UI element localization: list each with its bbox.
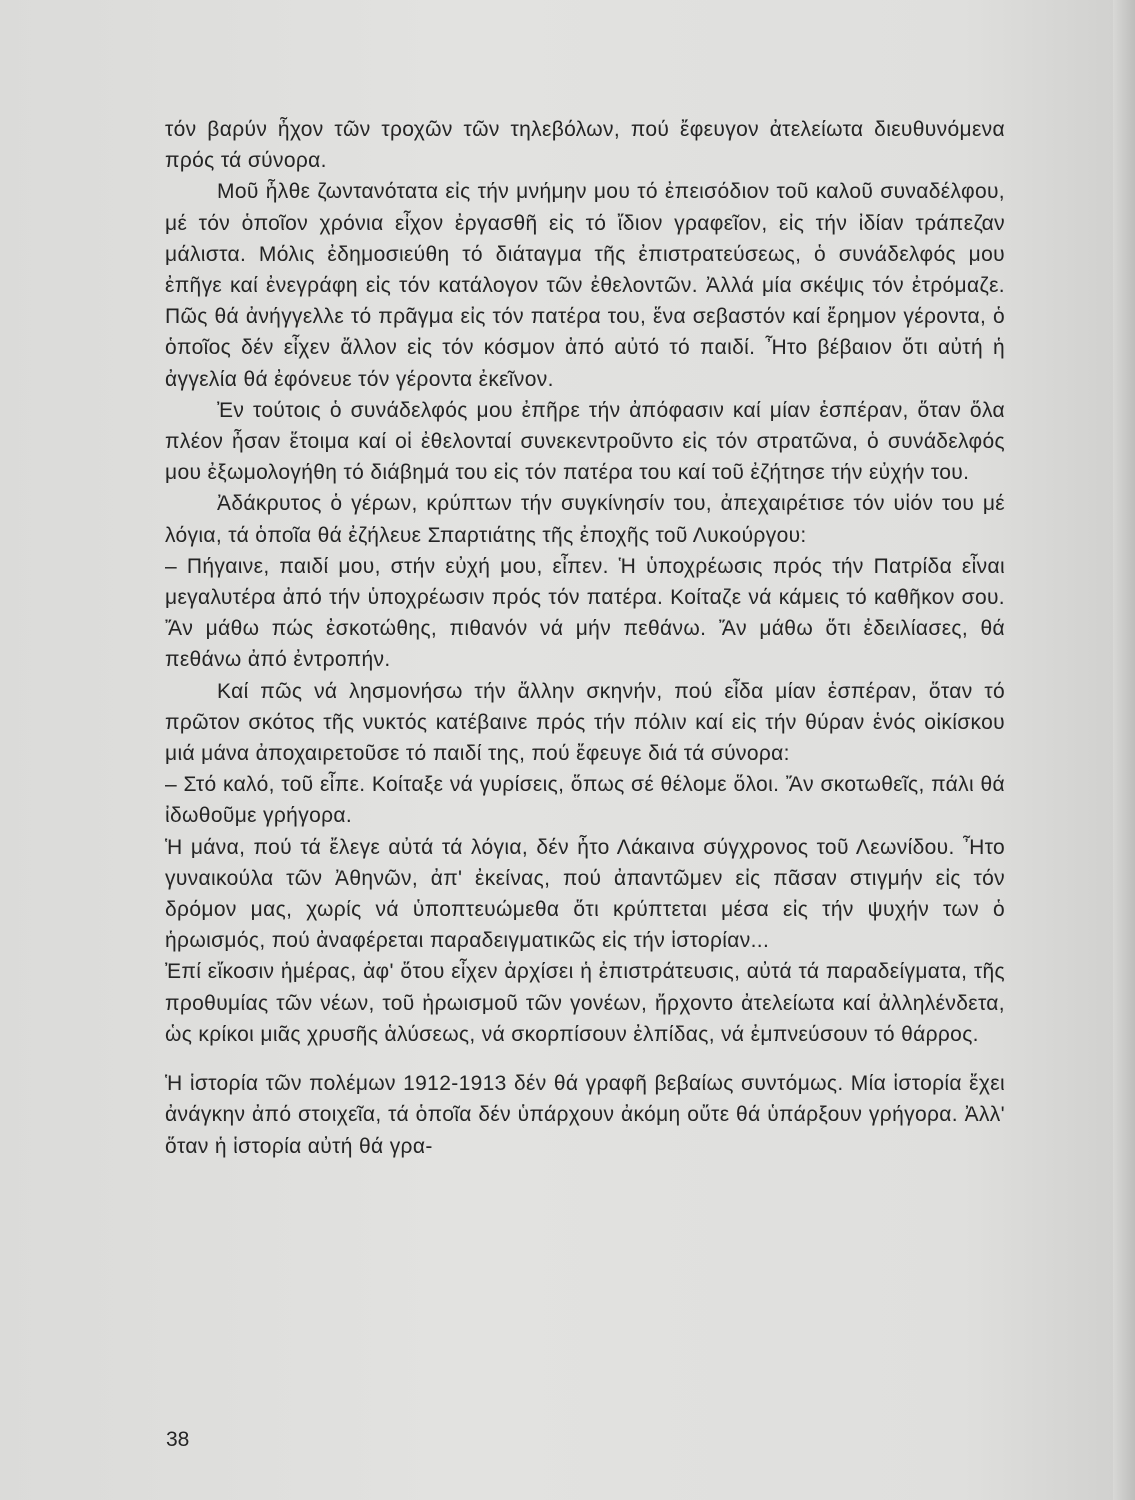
paragraph-8: Ἡ μάνα, πού τά ἔλεγε αὐτά τά λόγια, δέν ἦτο Λάκαινα σύγχρονος τοῦ Λεωνίδου. Ἦτο γυναικούλα τῶν Ἀθηνῶν, ἀπ' ἐκείνας, πού ἀπαντῶμεν εἰς πᾶσαν στιγμήν εἰς τόν δρόμον μας, χωρίς νά ὑποπτευώμεθα ὅτι κρύπτεται μέσα εἰς τήν ψυχήν των ὁ ἡρωισμός, πού ἀναφέρεται παραδειγματικῶς εἰς τήν ἱστορίαν... — [165, 835, 1005, 953]
dialogue-mother: – Στό καλό, τοῦ εἶπε. Κοίταξε νά γυρίσεις, ὅπως σέ θέλομε ὅλοι. Ἄν σκοτωθεῖς, πάλι θά ἰδωθοῦμε γρήγορα. — [165, 773, 1005, 828]
paragraph-1: τόν βαρύν ἦχον τῶν τροχῶν τῶν τηλεβόλων, πού ἔφευγον ἀτελείωτα διευθυνόμενα πρός τά σύνορα. — [165, 118, 1005, 173]
paragraph-4: Ἀδάκρυτος ὁ γέρων, κρύπτων τήν συγκίνησίν του, ἀπεχαιρέτισε τόν υἱόν του μέ λόγια, τά ὁποῖα θά ἐζήλευε Σπαρτιάτης τῆς ἐποχῆς τοῦ Λυκούργου: — [165, 492, 1005, 547]
paragraph-10: Ἡ ἱστορία τῶν πολέμων 1912-1913 δέν θά γραφῆ βεβαίως συντόμως. Μία ἱστορία ἔχει ἀνάγκην ἀπό στοιχεῖα, τά ὁποῖα δέν ὑπάρχουν ἀκόμη οὔτε θά ὑπάρξουν γρήγορα. Ἀλλ' ὅταν ἡ ἱστορία αὐτή θά γρα- — [165, 1072, 1005, 1158]
page-edge-shadow — [1113, 0, 1135, 1500]
paragraph-3: Ἐν τούτοις ὁ συνάδελφός μου ἐπῆρε τήν ἀπόφασιν καί μίαν ἑσπέραν, ὅταν ὅλα πλέον ἦσαν ἕτοιμα καί οἱ ἐθελονταί συνεκεντροῦντο εἰς τόν στρατῶνα, ὁ συνάδελφός μου ἐξωμολογήθη τό διάβημά του εἰς τόν πατέρα του καί τοῦ ἐζήτησε τήν εὐχήν του. — [165, 398, 1005, 485]
dialogue-father: – Πήγαινε, παιδί μου, στήν εὐχή μου, εἶπεν. Ἡ ὑποχρέωσις πρός τήν Πατρίδα εἶναι μεγαλυτέρα ἀπό τήν ὑποχρέωσιν πρός τόν πατέρα. Κοίταζε νά κάμεις τό καθῆκον σου. Ἄν μάθω πώς ἐσκοτώθης, πιθανόν νά μήν πεθάνω. Ἄν μάθω ὅτι ἐδειλίασες, θά πεθάνω ἀπό ἐντροπήν. — [165, 554, 1005, 672]
paragraph-9: Ἐπί εἴκοσιν ἡμέρας, ἀφ' ὅτου εἶχεν ἀρχίσει ἡ ἐπιστράτευσις, αὐτά τά παραδείγματα, τῆς προθυμίας τῶν νέων, τοῦ ἡρωισμοῦ τῶν γονέων, ἤρχοντο ἀτελείωτα καί ἀλληλένδετα, ὡς κρίκοι μιᾶς χρυσῆς ἁλύσεως, νά σκορπίσουν ἐλπίδας, νά ἐμπνεύσουν τό θάρρος. — [165, 960, 1005, 1046]
body-text — [165, 114, 1005, 1162]
paragraph-2: Μοῦ ἦλθε ζωντανότατα εἰς τήν μνήμην μου τό ἐπεισόδιον τοῦ καλοῦ συναδέλφου, μέ τόν ὁποῖον χρόνια εἶχον ἐργασθῆ εἰς τό ἴδιον γραφεῖον, εἰς τήν ἰδίαν τράπεζαν μάλιστα. Μόλις ἐδημοσιεύθη τό διάταγμα τῆς ἐπιστρατεύσεως, ὁ συνάδελφός μου ἐπῆγε καί ἐνεγράφη εἰς τόν κατάλογον τῶν ἐθελοντῶν. Ἀλλά μία σκέψις τόν ἐτρόμαζε. Πῶς θά ἀνήγγελλε τό πρᾶγμα εἰς τόν πατέρα του, ἕνα σεβαστόν καί ἔρημον γέροντα, ὁ ὁποῖος δέν εἶχεν ἄλλον εἰς τόν κόσμον ἀπό αὐτό τό παιδί. Ἦτο βέβαιον ὅτι αὐτή ἡ ἀγγελία θά ἐφόνευε τόν γέροντα ἐκεῖνον. — [165, 180, 1005, 391]
page-number: 38 — [166, 1428, 190, 1451]
paragraph-6: Καί πῶς νά λησμονήσω τήν ἄλλην σκηνήν, πού εἶδα μίαν ἑσπέραν, ὅταν τό πρῶτον σκότος τῆς νυκτός κατέβαινε πρός τήν πόλιν καί εἰς τήν θύραν ἑνός οἰκίσκου μιά μάνα ἀποχαιρετοῦσε τό παιδί της, πού ἔφευγε διά τά σύνορα: — [165, 679, 1005, 766]
